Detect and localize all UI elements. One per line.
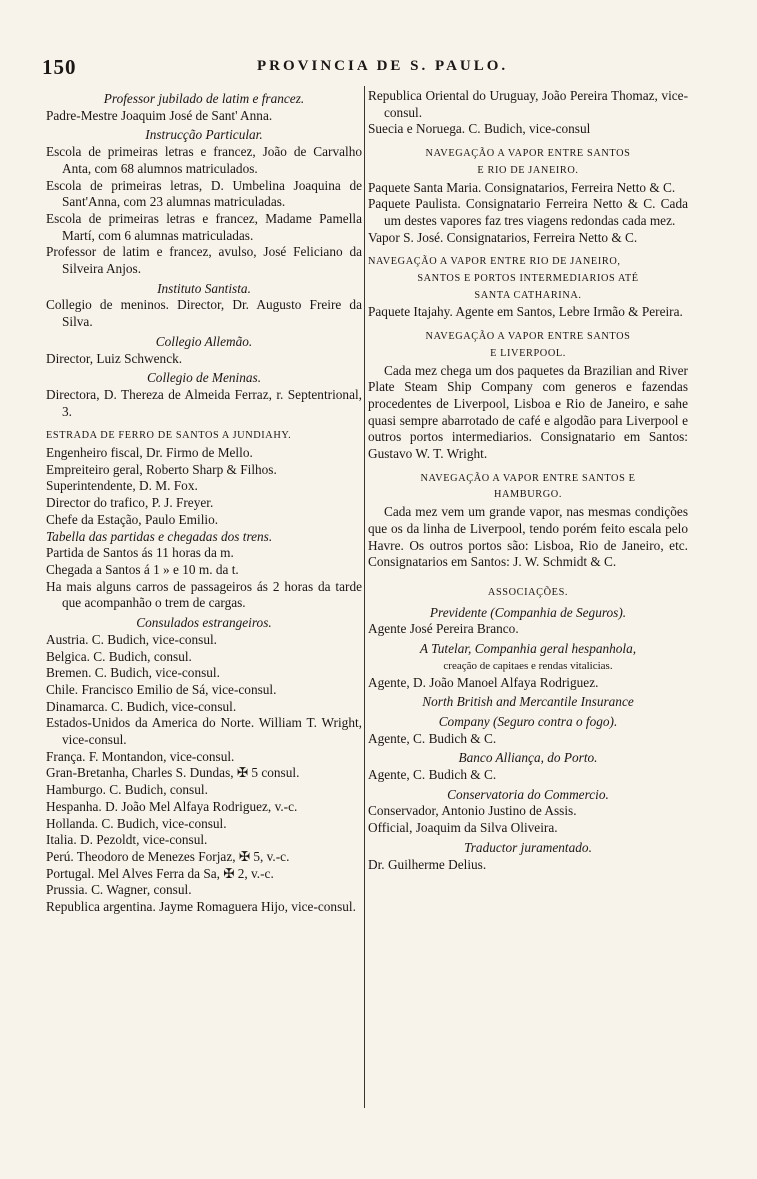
entry: Collegio de meninos. Director, Dr. Augusto Freire da Silva. <box>46 297 362 330</box>
entry: Escola de primeiras letras, D. Umbelina Joaquina de Sant'Anna, com 23 alumnas matriculadas. <box>46 177 362 210</box>
entry: Agente, C. Budich & C. <box>368 730 497 746</box>
entry: Directora, D. Thereza de Almeida Ferraz, r. Septentrional, 3. <box>46 386 362 419</box>
navigation-heading: NAVEGAÇÃO A VAPOR ENTRE SANTOS E <box>420 472 636 484</box>
consul-entry: Perú. Theodoro de Menezes Forjaz, ✠ 5, v.-c. <box>46 848 290 864</box>
paragraph: Cada mez vem um grande vapor, nas mesmas condições que os da linha de Liverpool, tendo porém feito escala pelo Havre. Os outros portos são: Lisboa, Rio de Janeiro, etc. Consignatarios em Santos: J. W. Schmidt & C. <box>368 504 688 570</box>
entry: Official, Joaquim da Silva Oliveira. <box>368 820 558 836</box>
section-heading: Collegio de Meninas. <box>146 370 262 386</box>
consul-entry: Prussia. C. Wagner, consul. <box>46 882 192 898</box>
entry: Engenheiro fiscal, Dr. Firmo de Mello. <box>46 445 253 461</box>
entry: Ha mais alguns carros de passageiros ás 2 horas da tarde que acompanhão o trem de cargas. <box>46 578 362 611</box>
consul-entry: Italia. D. Pezoldt, vice-consul. <box>46 832 208 848</box>
entry: Partida de Santos ás 11 horas da m. <box>46 545 234 561</box>
navigation-heading: E RIO DE JANEIRO. <box>477 164 579 176</box>
page-number: 150 <box>42 55 77 79</box>
section-heading: Consulados estrangeiros. <box>136 615 272 631</box>
section-heading: A Tutelar, Companhia geral hespanhola, <box>419 641 637 657</box>
entry: Director, Luiz Schwenck. <box>46 350 183 366</box>
left-column <box>46 88 362 916</box>
section-heading: Conservatoria do Commercio. <box>447 786 609 802</box>
entry: Director do trafico, P. J. Freyer. <box>46 495 214 511</box>
entry: Dr. Guilherme Delius. <box>368 856 487 872</box>
entry: Agente, C. Budich & C. <box>368 767 497 783</box>
entry: Professor de latim e francez, avulso, José Feliciano da Silveira Anjos. <box>46 244 362 277</box>
entry: Superintendente, D. M. Fox. <box>46 478 198 494</box>
navigation-heading: SANTA CATHARINA. <box>474 289 582 301</box>
entry: Agente José Pereira Branco. <box>368 621 519 637</box>
entry: Escola de primeiras letras e francez, João de Carvalho Anta, com 68 alumnos matriculados. <box>46 144 362 176</box>
entry: Paquete Santa Maria. Consignatarios, Ferreira Netto & C. <box>368 179 676 195</box>
entry: Conservador, Antonio Justino de Assis. <box>368 803 577 819</box>
navigation-heading: NAVEGAÇÃO A VAPOR ENTRE SANTOS <box>425 148 631 160</box>
navigation-heading: NAVEGAÇÃO A VAPOR ENTRE SANTOS <box>425 331 631 343</box>
section-heading: Instrucção Particular. <box>145 127 263 143</box>
section-heading: Banco Alliança, do Porto. <box>458 750 598 766</box>
consul-entry: Hamburgo. C. Budich, consul. <box>46 782 208 798</box>
section-heading: Professor jubilado de latim e francez. <box>103 91 305 106</box>
entry: Padre-Mestre Joaquim José de Sant' Anna. <box>46 107 273 123</box>
section-heading: Collegio Allemão. <box>155 333 253 349</box>
consul-entry: Gran-Bretanha, Charles S. Dundas, ✠ 5 consul. <box>46 765 300 781</box>
consul-entry: Belgica. C. Budich, consul. <box>46 648 192 664</box>
section-heading: North British and Mercantile Insurance <box>422 694 634 710</box>
consul-entry: Hespanha. D. João Mel Alfaya Rodriguez, v.-c. <box>46 798 298 814</box>
paragraph: Cada mez chega um dos paquetes da Brazilian and River Plate Steam Ship Company com generos e fazendas procedentes de Liverpool, Lisboa e Rio de Janeiro, e sahe quasi sempre abarrotado de café e algodão para Liverpool e outros portos intermediarios. Consignatario em Santos: Gustavo W. T. Wright. <box>368 362 688 462</box>
consul-entry: França. F. Montandon, vice-consul. <box>46 748 235 764</box>
section-heading: Traductor juramentado. <box>464 839 592 855</box>
consul-entry: Chile. Francisco Emilio de Sá, vice-consul. <box>46 681 277 697</box>
timetable-heading: Tabella das partidas e chegadas dos trens. <box>46 528 273 544</box>
consul-entry: Austria. C. Budich, vice-consul. <box>46 631 217 647</box>
page-header <box>42 55 732 79</box>
consul-entry: Bremen. C. Budich, vice-consul. <box>46 665 220 681</box>
navigation-heading: E LIVERPOOL. <box>490 347 566 359</box>
entry: Agente, D. João Manoel Alfaya Rodriguez. <box>368 674 599 690</box>
consul-entry: Dinamarca. C. Budich, vice-consul. <box>46 698 237 714</box>
section-heading: Instituto Santista. <box>157 280 251 296</box>
consul-entry: Portugal. Mel Alves Ferra da Sa, ✠ 2, v.-c. <box>46 865 274 881</box>
entry: Chegada a Santos á 1 » e 10 m. da t. <box>46 561 239 577</box>
section-heading: Previdente (Companhia de Seguros). <box>429 604 627 620</box>
entry: Chefe da Estação, Paulo Emilio. <box>46 511 219 527</box>
subheading: creação de capitaes e rendas vitalicias. <box>443 659 613 672</box>
consul-entry: Hollanda. C. Budich, vice-consul. <box>46 815 227 831</box>
page-title: PROVINCIA DE S. PAULO. <box>257 58 509 74</box>
entry: Paquete Itajahy. Agente em Santos, Lebre Irmão & Pereira. <box>368 304 683 320</box>
section-heading: Company (Seguro contra o fogo). <box>438 713 618 729</box>
entry: Empreiteiro geral, Roberto Sharp & Filhos. <box>46 461 277 477</box>
entry: Vapor S. José. Consignatarios, Ferreira Netto & C. <box>368 229 638 245</box>
navigation-heading: NAVEGAÇÃO A VAPOR ENTRE RIO DE JANEIRO, <box>368 256 621 268</box>
entry: Paquete Paulista. Consignatario Ferreira Netto & C. Cada um destes vapores faz tres viagens redondas cada mez. <box>368 196 688 228</box>
associations-heading: ASSOCIAÇÕES. <box>487 586 569 598</box>
column-divider <box>364 86 365 1108</box>
navigation-heading: SANTOS E PORTOS INTERMEDIARIOS ATÉ <box>417 273 639 285</box>
entry: Escola de primeiras letras e francez, Madame Pamella Martí, com 6 alumnas matriculadas. <box>46 210 362 243</box>
entry: Republica Oriental do Uruguay, João Pereira Thomaz, vice-consul. <box>368 88 688 120</box>
consul-entry: Estados-Unidos da America do Norte. William T. Wright, vice-consul. <box>46 715 362 748</box>
consul-entry: Republica argentina. Jayme Romaguera Hijo, vice-consul. <box>46 899 356 915</box>
navigation-heading: HAMBURGO. <box>493 489 563 501</box>
entry: Suecia e Noruega. C. Budich, vice-consul <box>368 121 591 137</box>
right-column <box>368 88 688 873</box>
railway-heading: ESTRADA DE FERRO DE SANTOS A JUNDIAHY. <box>46 430 292 442</box>
